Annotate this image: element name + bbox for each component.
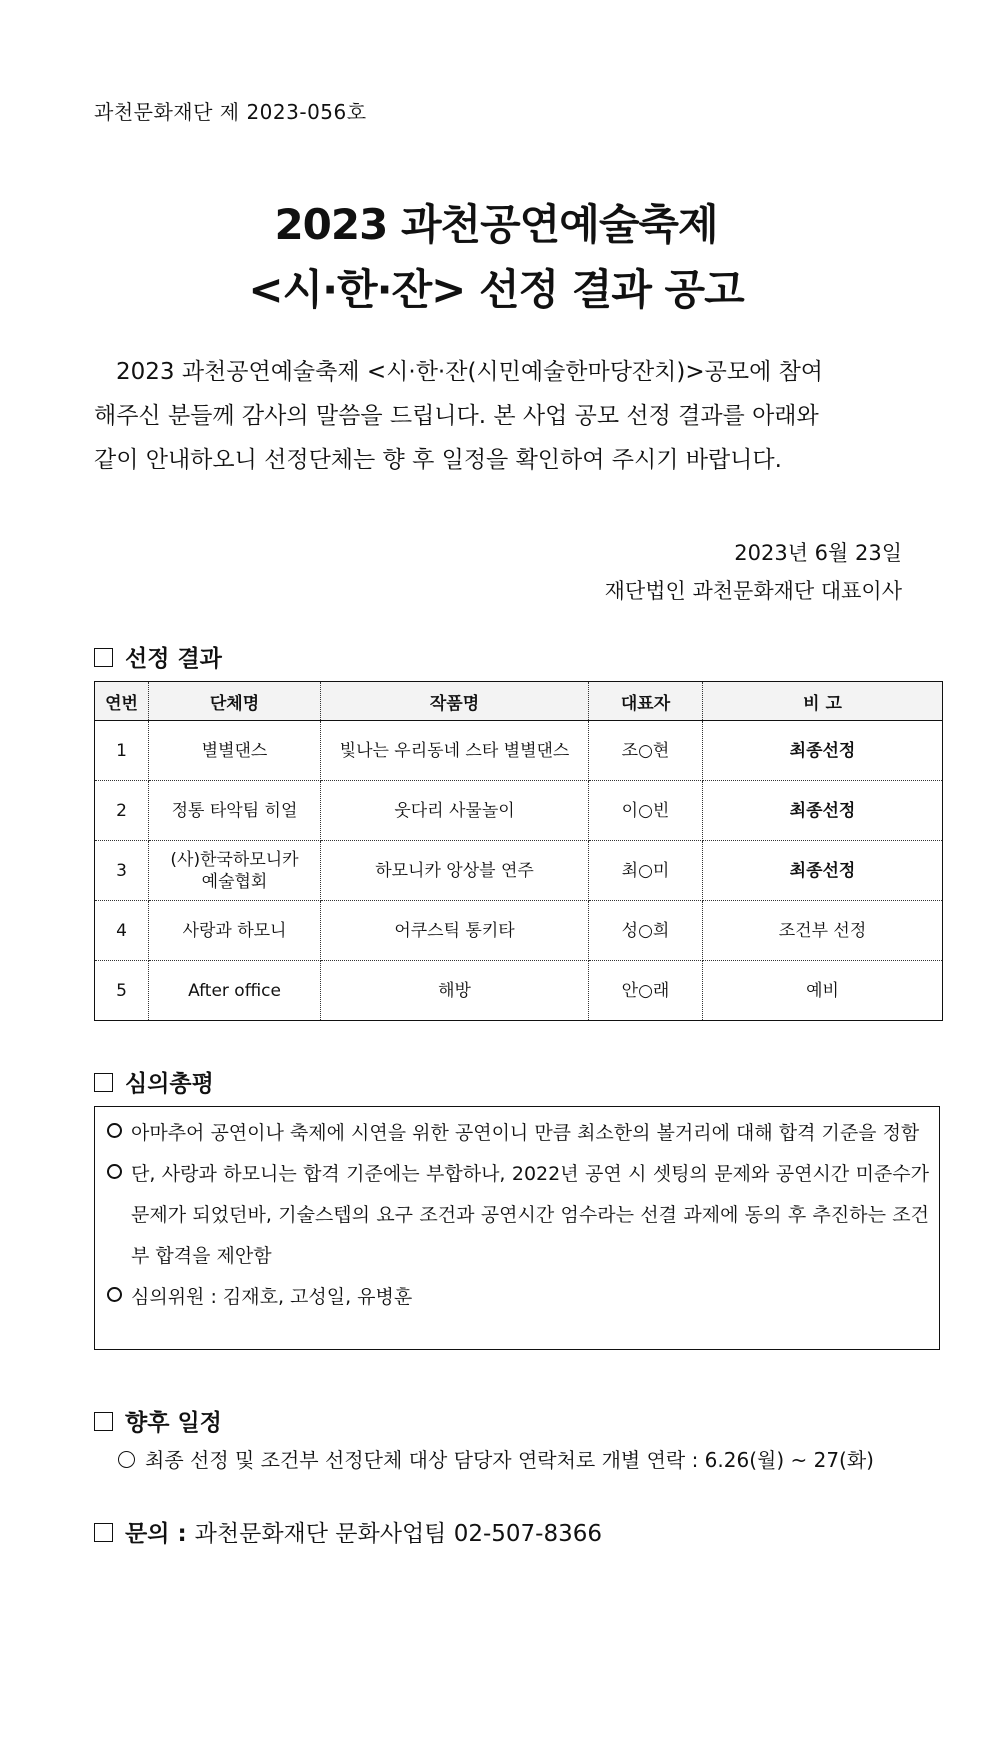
section-review-heading [94, 1065, 214, 1098]
table-row [95, 901, 943, 961]
cell-rep: 최○미 [589, 841, 703, 901]
table-row [95, 721, 943, 781]
cell-rep: 안○래 [589, 961, 703, 1021]
cell-group: 정통 타악팀 히얼 [149, 781, 321, 841]
section-review-label: 심의총평 [125, 1071, 214, 1097]
table-row [95, 781, 943, 841]
list-item [105, 1277, 929, 1318]
issuer: 재단법인 과천문화재단 대표이사 [604, 579, 902, 603]
checkbox-square-icon [94, 1523, 113, 1542]
cell-rep: 이○빈 [589, 781, 703, 841]
cell-no: 2 [95, 781, 149, 841]
checkbox-square-icon [94, 1073, 113, 1092]
cell-group: 사랑과 하모니 [149, 901, 321, 961]
cell-group: 별별댄스 [149, 721, 321, 781]
review-text: 아마추어 공연이나 축제에 시연을 위한 공연이니 만큼 최소한의 볼거리에 대해 합격 기준을 정함 [131, 1122, 920, 1144]
intro-paragraph [94, 350, 902, 482]
section-schedule-label: 향후 일정 [125, 1410, 222, 1436]
list-item [105, 1113, 929, 1154]
schedule-item [118, 1444, 874, 1473]
cell-group: After office [149, 961, 321, 1021]
cell-no: 5 [95, 961, 149, 1021]
header-no: 연번 [95, 682, 149, 721]
section-contact-label: 문의 : [125, 1521, 187, 1547]
header-work: 작품명 [321, 682, 589, 721]
review-text: 심의위원 : 김재호, 고성일, 유병훈 [131, 1286, 413, 1308]
list-item [105, 1154, 929, 1277]
document-number: 과천문화재단 제 2023-056호 [94, 100, 367, 124]
cell-note: 최종선정 [703, 841, 943, 901]
cell-group: (사)한국하모니카 예술협회 [149, 841, 321, 901]
page-title-line2: <시·한·잔> 선정 결과 공고 [248, 265, 744, 314]
review-box [94, 1106, 940, 1350]
header-note: 비 고 [703, 682, 943, 721]
cell-no: 4 [95, 901, 149, 961]
contact-info: 과천문화재단 문화사업팀 02-507-8366 [194, 1521, 602, 1547]
cell-no: 3 [95, 841, 149, 901]
circle-bullet-icon [105, 1113, 131, 1154]
header-group: 단체명 [149, 682, 321, 721]
cell-rep: 조○현 [589, 721, 703, 781]
cell-work: 하모니카 앙상블 연주 [321, 841, 589, 901]
table-header-row [95, 682, 943, 721]
cell-note: 최종선정 [703, 781, 943, 841]
cell-note: 조건부 선정 [703, 901, 943, 961]
cell-no: 1 [95, 721, 149, 781]
page-title-line1: 2023 과천공연예술축제 [274, 200, 718, 249]
table-row [95, 961, 943, 1021]
cell-work: 어쿠스틱 통키타 [321, 901, 589, 961]
intro-line-2: 해주신 분들께 감사의 말씀을 드립니다. 본 사업 공모 선정 결과를 아래와 [94, 403, 819, 429]
intro-line-3: 같이 안내하오니 선정단체는 향 후 일정을 확인하여 주시기 바랍니다. [94, 447, 782, 473]
circle-bullet-icon [118, 1451, 135, 1468]
section-schedule-heading [94, 1404, 222, 1437]
cell-work: 해방 [321, 961, 589, 1021]
circle-bullet-icon [105, 1154, 131, 1277]
checkbox-square-icon [94, 1412, 113, 1431]
cell-work: 빛나는 우리동네 스타 별별댄스 [321, 721, 589, 781]
checkbox-square-icon [94, 648, 113, 667]
cell-note: 최종선정 [703, 721, 943, 781]
cell-rep: 성○희 [589, 901, 703, 961]
section-results-label: 선정 결과 [125, 646, 222, 672]
section-contact-heading [94, 1515, 602, 1548]
announcement-date: 2023년 6월 23일 [734, 541, 902, 565]
results-table [94, 681, 943, 1021]
table-row [95, 841, 943, 901]
intro-line-1: 2023 과천공연예술축제 <시·한·잔(시민예술한마당잔치)>공모에 참여 [116, 359, 824, 385]
schedule-text: 최종 선정 및 조건부 선정단체 대상 담당자 연락처로 개별 연락 : 6.26(월) ~ 27(화) [145, 1448, 874, 1472]
section-results-heading [94, 640, 222, 673]
cell-work: 웃다리 사물놀이 [321, 781, 589, 841]
review-text: 단, 사랑과 하모니는 합격 기준에는 부합하나, 2022년 공연 시 셋팅의 문제와 공연시간 미준수가 문제가 되었던바, 기술스텝의 요구 조건과 공연시간 엄수라는 선결 과제에 동의 후 추진하는 조건부 합격을 제안함 [131, 1163, 929, 1267]
circle-bullet-icon [105, 1277, 131, 1318]
header-rep: 대표자 [589, 682, 703, 721]
cell-note: 예비 [703, 961, 943, 1021]
